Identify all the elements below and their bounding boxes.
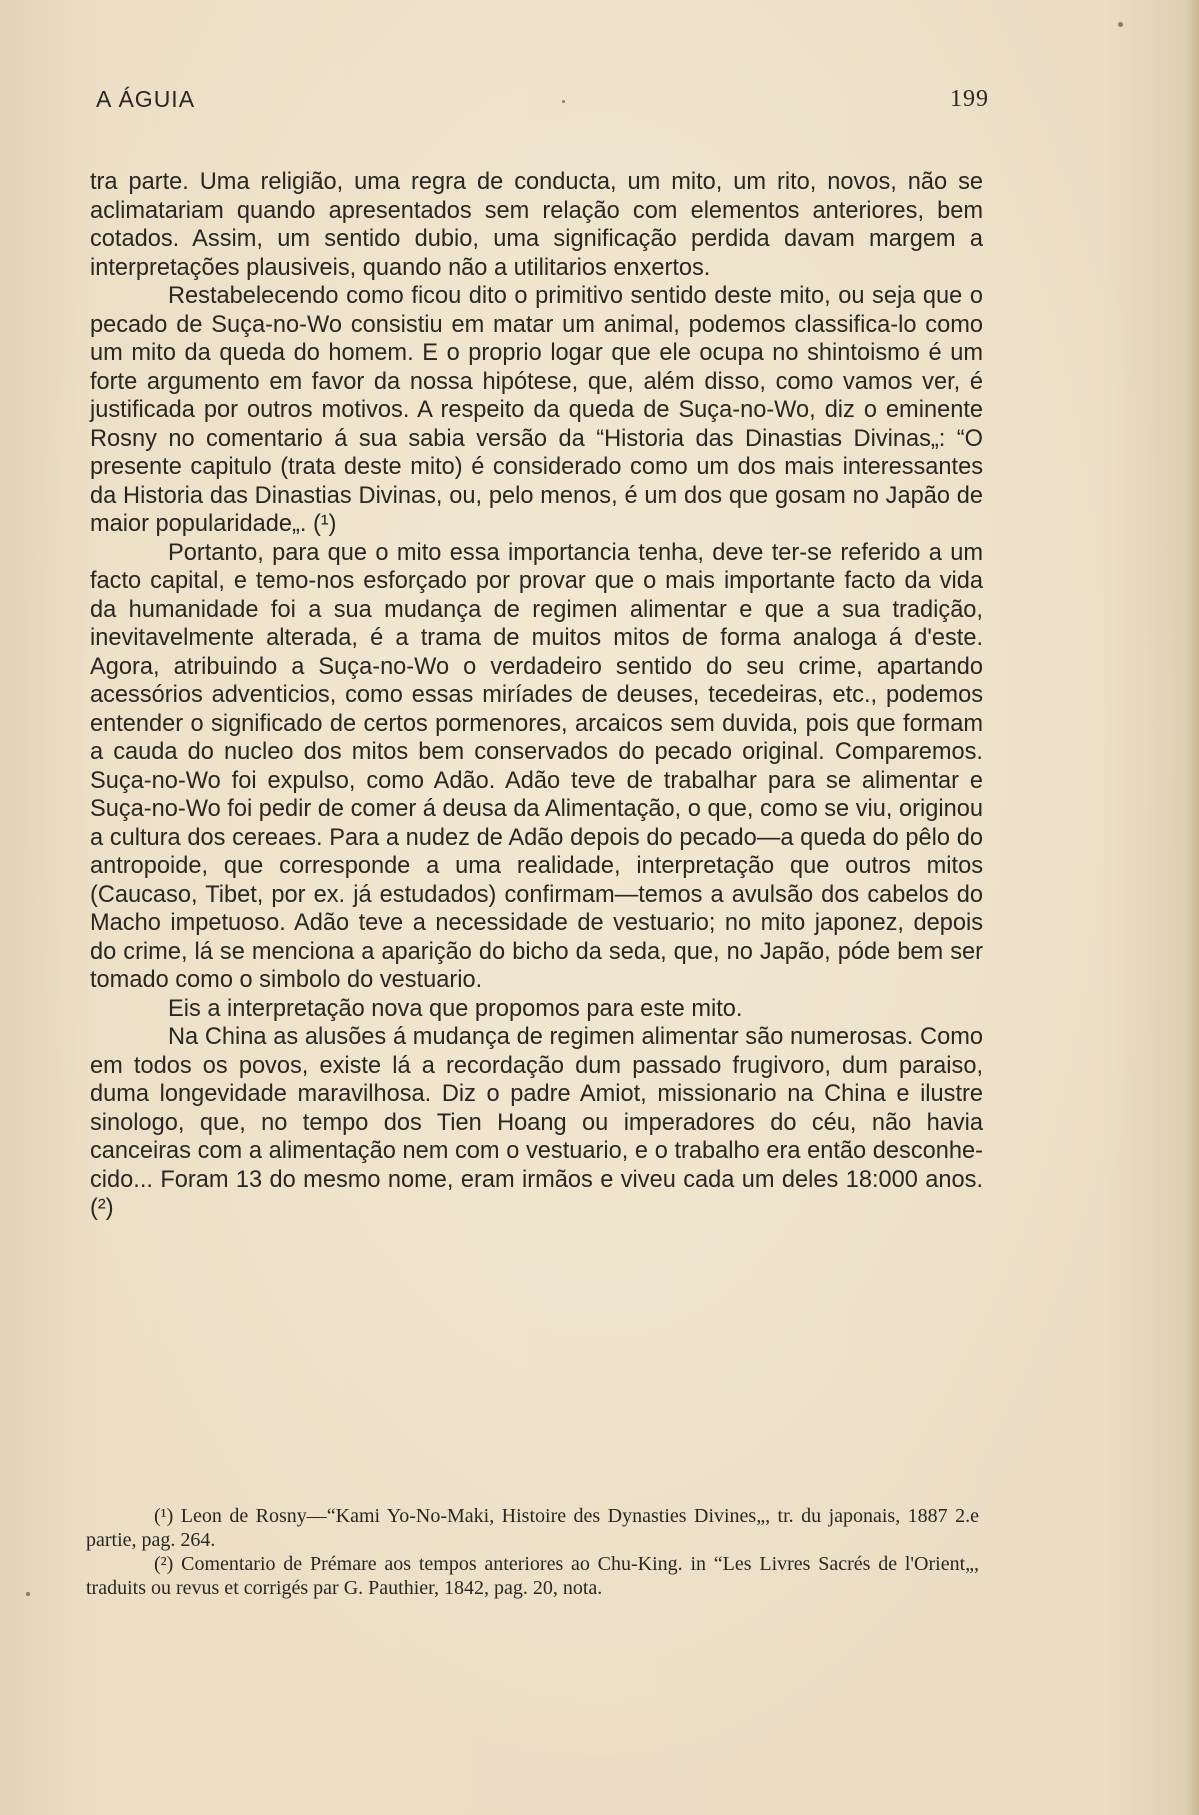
body-text (90, 168, 983, 1223)
paragraph: Restabelecendo como ficou dito o primitivo sentido deste mito, ou seja que o pecado de Suça-no-Wo consistiu em matar um animal, podemos classifica-lo como um mito da queda do homem. E o proprio logar que ele ocupa no shintoismo é um forte argumento em favor da nossa hipótese, que, além disso, como vamos ver, é justificada por outros motivos. A respeito da queda de Suça-no-Wo, diz o eminente Rosny no comentario á sua sabia versão da “Historia das Dinastias Divinas„: “O presente capitulo (trata deste mito) é considerado como um dos mais interessantes da Historia das Dinastias Divinas, ou, pelo menos, é um dos que gosam no Japão de maior popularidade„. (¹) (90, 283, 983, 537)
paper-speck (1118, 22, 1123, 27)
footnotes (86, 1504, 979, 1600)
paper-speck (562, 100, 565, 103)
page-number: 199 (950, 86, 989, 112)
paper-speck (26, 1592, 30, 1596)
paragraph: Portanto, para que o mito essa importancia tenha, deve ter-se referido a um facto capital, e temo-nos esforçado por provar que o mais importante facto da vida da humanidade foi a sua mudança de regimen alimentar e que a sua tradição, inevitavelmente alterada, é a trama de muitos mitos de forma analoga á d'este. Agora, atribuindo a Suça-no-Wo o verdadeiro sentido do seu crime, apartando acessórios adventicios, como essas miríades de deuses, tecedeiras, etc., podemos entender o significado de certos pormenores, arcaicos sem duvida, pois que formam a cauda do nucleo dos mitos bem conservados do pecado original. Comparemos. Suça-no-Wo foi expulso, como Adão. Adão teve de trabalhar para se alimentar e Suça-no-Wo foi pedir de comer á deusa da Alimentação, o que, como se viu, originou a cultura dos cereaes. Para a nudez de Adão depois do pecado—a queda do pêlo do antropoide, que corresponde a uma realidade, interpretação que outros mitos (Caucaso, Tibet, por ex. já estudados) confirmam—temos a avulsão dos cabelos do Macho impetuoso. Adão teve a necessidade de vestuario; no mito japonez, depois do crime, lá se menciona a aparição do bicho da seda, que, no Japão, póde bem ser tomado como o simbolo do vestuario. (90, 539, 983, 993)
footnote: (²) Comentario de Prémare aos tempos anteriores ao Chu-King. in “Les Livres Sacrés de l'Orient„, traduits ou revus et corrigés par G. Pauthier, 1842, pag. 20, nota. (86, 1553, 979, 1599)
paragraph: Eis a interpretação nova que propomos para este mito. (168, 995, 743, 1022)
footnote: (¹) Leon de Rosny—“Kami Yo-No-Maki, Histoire des Dynasties Divines„, tr. du japonais, 1887 2.e partie, pag. 264. (86, 1505, 979, 1551)
paragraph: Na China as alusões á mudança de regimen alimentar são numerosas. Como em todos os povos, existe lá a recordação dum passado frugivoro, dum paraiso, duma longevidade maravilhosa. Diz o padre Amiot, missionario na China e ilustre sinologo, que, no tempo dos Tien Hoang ou imperadores do céu, não havia canceiras com a alimentação nem com o vestuario, e o trabalho era então desconhecido... Foram 13 do mesmo nome, eram irmãos e viveu cada um deles 18:000 anos. (²) (90, 1024, 983, 1221)
page-edge-shadow (1185, 0, 1199, 1815)
paragraph: tra parte. Uma religião, uma regra de conducta, um mito, um rito, novos, não se aclimatariam quando apresentados sem relação com elementos anteriores, bem cotados. Assim, um sentido dubio, uma significação perdida davam margem a interpretações plausiveis, quando não a utilitarios enxertos. (90, 169, 983, 281)
running-title: A ÁGUIA (96, 86, 196, 112)
page-header (96, 86, 989, 116)
